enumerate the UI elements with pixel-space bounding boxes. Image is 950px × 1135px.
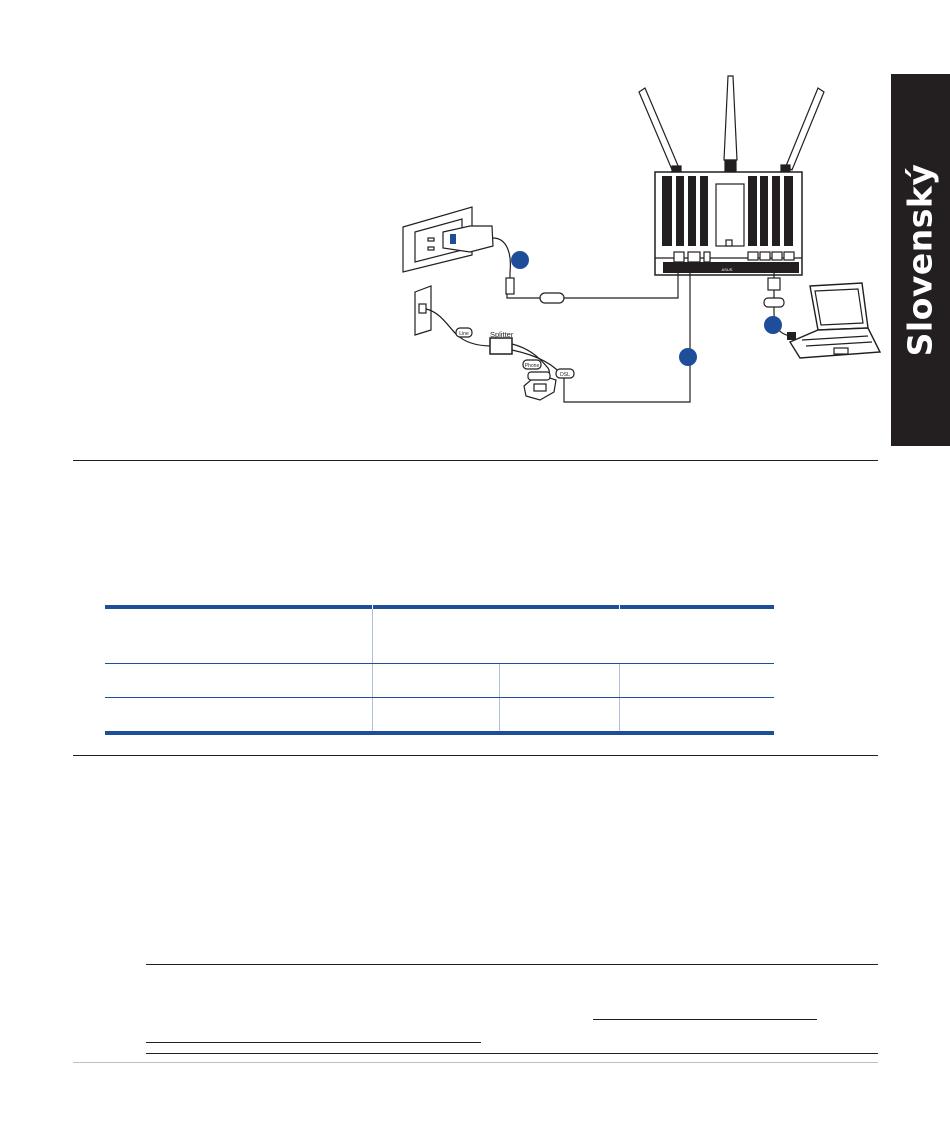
note-top-rule: [146, 964, 878, 965]
antenna-left: [639, 88, 681, 178]
section-divider-middle: [73, 755, 878, 756]
table-bottom-rule: [105, 731, 774, 735]
section-divider-top: [73, 460, 878, 461]
table-col-divider: [619, 663, 620, 733]
language-tab: [891, 74, 950, 446]
dsl-label: DSL: [560, 372, 570, 378]
table-row-rule: [105, 663, 774, 664]
note-link-underline-2: [146, 1042, 481, 1043]
splitter-label: Splitter: [490, 330, 514, 339]
antenna-right: [781, 88, 824, 177]
splitter: [490, 338, 512, 354]
callout-2: [679, 348, 697, 366]
callout-3: [764, 316, 782, 334]
telephone-icon: [524, 372, 556, 400]
antenna-middle: [724, 76, 737, 174]
phone-wall-jack: [415, 286, 431, 335]
note-link-underline: [593, 1019, 817, 1020]
router-brand: ASUS: [721, 267, 733, 272]
table-header-gap: [619, 605, 620, 609]
power-outlet: [403, 207, 493, 272]
phone-label: Phone: [524, 363, 540, 369]
spec-table: [105, 605, 774, 735]
setup-diagram: [380, 60, 890, 460]
callout-1: [511, 251, 529, 269]
laptop-icon: [787, 283, 880, 358]
line-cable: [426, 309, 492, 346]
table-col-divider: [499, 663, 500, 733]
note-bottom-rule: [146, 1053, 878, 1054]
table-col-divider: [372, 609, 373, 733]
language-tab-label: Slovenský: [900, 163, 940, 357]
router: [655, 172, 802, 275]
page-footer-rule: [73, 1062, 878, 1063]
table-top-rule: [105, 605, 774, 609]
line-label: Line: [459, 331, 469, 337]
table-row-rule: [105, 697, 774, 698]
